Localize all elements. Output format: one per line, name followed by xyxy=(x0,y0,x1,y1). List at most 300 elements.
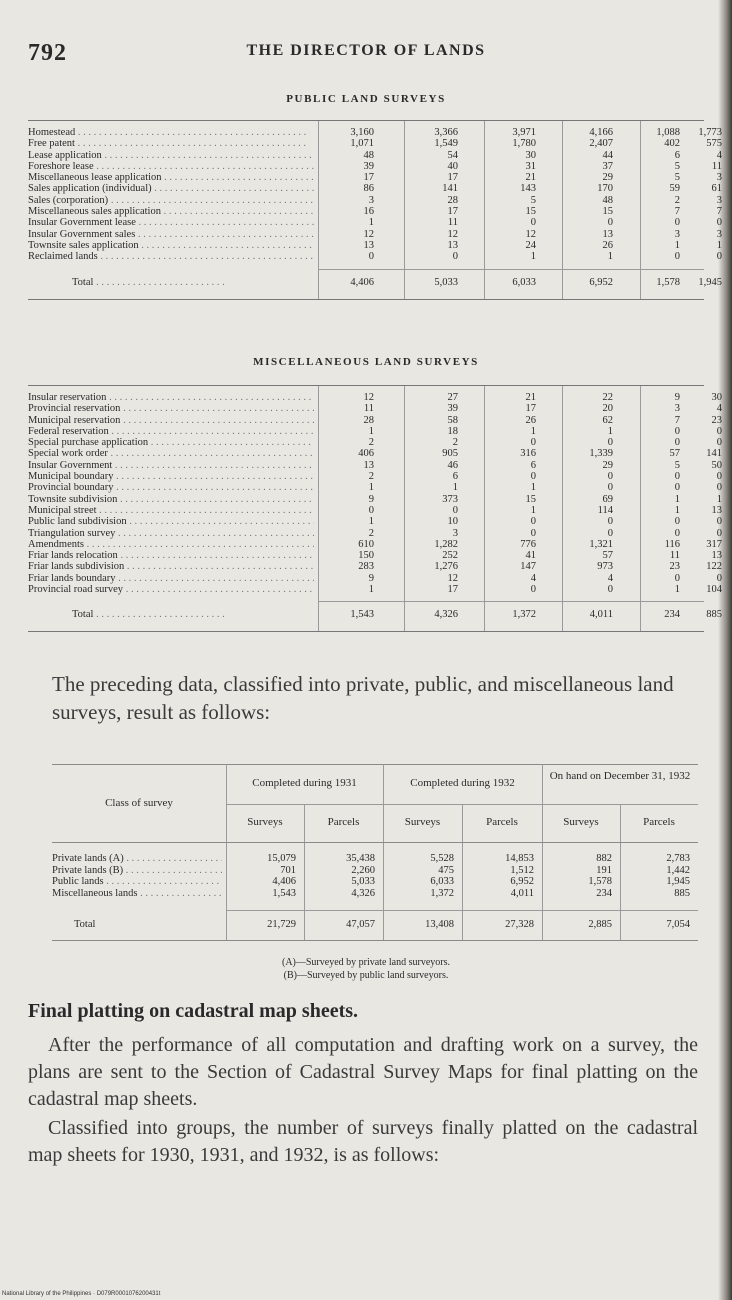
table-cell: 17 xyxy=(447,584,458,596)
paragraph-platting-process: After the performance of all computation and drafting work on a survey, the plans are sent to the Section of Cadastral Survey Maps for final platting on the cadastral map sheets. xyxy=(28,1034,698,1110)
summary-total-cell: 27,328 xyxy=(505,919,534,930)
table-cell: 9 xyxy=(674,392,680,403)
row-label: Homestead . . . xyxy=(28,127,314,138)
column-divider xyxy=(562,386,563,631)
table-cell: 0 xyxy=(716,572,722,584)
total-label: Total . . . xyxy=(72,609,225,620)
summary-total-cell: 47,057 xyxy=(346,919,375,930)
table-cell: 0 xyxy=(530,584,536,596)
summary-row-label: Public lands . . . xyxy=(52,876,222,887)
section-heading: Final platting on cadastral map sheets. xyxy=(28,1000,359,1022)
table-cell: 46 xyxy=(447,459,458,471)
table-cell: 0 xyxy=(368,251,374,263)
table-cell: 0 xyxy=(607,437,613,449)
table-cell: 402 xyxy=(664,138,680,150)
table-cell: 114 xyxy=(597,504,613,516)
table-cell: 23 xyxy=(669,561,680,573)
table-cell: 5 xyxy=(674,459,680,471)
table-cell: 17 xyxy=(525,403,536,415)
table-cell: 26 xyxy=(602,239,613,251)
group-header-1932: Completed during 1932 xyxy=(410,777,515,789)
table-cell: 26 xyxy=(525,414,536,426)
table-cell: 13 xyxy=(363,239,374,251)
table-cell: 1 xyxy=(674,493,680,505)
table-cell: 17 xyxy=(447,172,458,184)
table-cell: 776 xyxy=(520,538,536,550)
table-cell: 0 xyxy=(674,425,680,437)
table-cell: 0 xyxy=(716,527,722,539)
table-cell: 86 xyxy=(363,183,374,195)
row-label: Friar lands boundary . . . xyxy=(28,573,314,584)
table-cell: 170 xyxy=(597,183,613,195)
summary-cell: 15,079 xyxy=(267,853,296,864)
table-cell: 147 xyxy=(520,561,536,573)
summary-cell: 1,578 xyxy=(588,876,612,887)
note-a: (A)—Surveyed by private land surveyors. xyxy=(281,957,450,968)
table-cell: 3 xyxy=(716,194,722,206)
summary-cell: 6,952 xyxy=(510,876,534,887)
total-cell: 4,326 xyxy=(434,609,458,621)
table-cell: 141 xyxy=(706,448,722,460)
value-column xyxy=(589,392,613,595)
table-cell: 0 xyxy=(674,471,680,483)
value-column xyxy=(698,127,722,263)
table-cell: 1,321 xyxy=(589,538,613,550)
row-label: Insular Government . . . xyxy=(28,460,314,471)
column-divider xyxy=(640,386,641,631)
table-cell: 13 xyxy=(602,228,613,240)
table-cell: 1,276 xyxy=(434,561,458,573)
column-divider xyxy=(318,386,319,631)
table-cell: 40 xyxy=(447,160,458,172)
total-label: Total . . . xyxy=(72,277,225,288)
table-cell: 61 xyxy=(711,183,722,195)
table-cell: 12 xyxy=(363,392,374,403)
table-cell: 1,282 xyxy=(434,538,458,550)
table-cell: 0 xyxy=(607,516,613,528)
table-cell: 150 xyxy=(358,550,374,562)
misc-table-title: MISCELLANEOUS LAND SURVEYS xyxy=(253,356,479,368)
table-cell: 1 xyxy=(368,425,374,437)
table-cell: 13 xyxy=(363,459,374,471)
row-label: Federal reservation . . . xyxy=(28,426,314,437)
summary-cell: 191 xyxy=(596,864,612,876)
table-cell: 0 xyxy=(716,251,722,263)
column-divider xyxy=(640,121,641,299)
table-cell: 54 xyxy=(447,149,458,161)
page-number: 792 xyxy=(28,40,67,66)
row-label: Provincial boundary . . . xyxy=(28,482,314,493)
column-divider xyxy=(562,121,563,299)
table-cell: 4 xyxy=(530,572,536,584)
sub-header: Parcels xyxy=(643,816,675,828)
summary-cell: 2,783 xyxy=(666,853,690,864)
row-label: Foreshore lease . . . xyxy=(28,161,314,172)
table-cell: 0 xyxy=(716,471,722,483)
table-cell: 11 xyxy=(447,217,458,229)
table-cell: 0 xyxy=(674,482,680,494)
table-cell: 4 xyxy=(716,149,722,161)
row-label: Municipal street . . . xyxy=(28,505,314,516)
table-cell: 3 xyxy=(716,172,722,184)
table-cell: 28 xyxy=(447,194,458,206)
summary-cell: 475 xyxy=(438,864,454,876)
total-cell: 1,372 xyxy=(512,609,536,621)
table-cell: 6 xyxy=(530,459,536,471)
table-cell: 283 xyxy=(358,561,374,573)
table-cell: 3 xyxy=(368,194,374,206)
table-cell: 6 xyxy=(674,149,680,161)
table-cell: 69 xyxy=(602,493,613,505)
total-cell: 1,945 xyxy=(698,276,722,288)
summary-cell: 234 xyxy=(596,887,612,899)
table-cell: 48 xyxy=(363,149,374,161)
table-cell: 0 xyxy=(674,527,680,539)
table-cell: 62 xyxy=(602,414,613,426)
row-label: Insular Government sales . . . xyxy=(28,229,314,240)
table-cell: 1 xyxy=(368,217,374,229)
table-cell: 13 xyxy=(447,239,458,251)
table-cell: 12 xyxy=(447,228,458,240)
summary-cell: 1,543 xyxy=(272,887,296,899)
paragraph-platting-groups: Classified into groups, the number of surveys finally platted on the cadastral map sheets for 1930, 1931, and 1932, is as follows: xyxy=(28,1117,698,1166)
table-cell: 0 xyxy=(607,217,613,229)
table-cell: 0 xyxy=(674,572,680,584)
table-cell: 1,780 xyxy=(512,138,536,150)
table-cell: 1 xyxy=(368,516,374,528)
table-cell: 0 xyxy=(452,504,458,516)
table-cell: 0 xyxy=(716,482,722,494)
row-label: Insular Government lease . . . xyxy=(28,217,314,228)
table-cell: 2 xyxy=(368,437,374,449)
summary-cell: 882 xyxy=(596,853,612,864)
summary-cell: 5,528 xyxy=(430,853,454,864)
table-cell: 0 xyxy=(674,437,680,449)
running-head: THE DIRECTOR OF LANDS xyxy=(246,42,486,59)
row-label: Public land subdivision . . . xyxy=(28,516,314,527)
table-cell: 104 xyxy=(706,584,722,596)
total-cell: 1,543 xyxy=(350,609,374,621)
total-cell: 5,033 xyxy=(434,276,458,288)
table-cell: 10 xyxy=(447,516,458,528)
table-cell: 4,166 xyxy=(589,127,613,138)
value-column xyxy=(434,392,458,595)
table-cell: 12 xyxy=(447,572,458,584)
scan-footer: National Library of the Philippines · D079R0001076200431t xyxy=(2,1291,161,1297)
table-cell: 39 xyxy=(447,403,458,415)
table-cell: 3 xyxy=(452,527,458,539)
table-cell: 0 xyxy=(674,217,680,229)
table-cell: 30 xyxy=(711,392,722,403)
summary-cell: 4,406 xyxy=(272,876,296,887)
table-cell: 13 xyxy=(711,504,722,516)
table-cell: 2 xyxy=(368,527,374,539)
table-cell: 2,407 xyxy=(589,138,613,150)
table-cell: 27 xyxy=(447,392,458,403)
table-cell: 905 xyxy=(442,448,458,460)
summary-row-label: Private lands (A) . . . xyxy=(52,853,222,864)
total-cell: 4,011 xyxy=(589,609,613,621)
value-column xyxy=(358,392,374,595)
summary-cell: 2,260 xyxy=(351,864,375,876)
row-label: Provincial reservation . . . xyxy=(28,403,314,414)
table-cell: 0 xyxy=(530,471,536,483)
total-cell: 234 xyxy=(664,609,680,621)
table-cell: 12 xyxy=(363,228,374,240)
row-label: Insular reservation . . . xyxy=(28,392,314,403)
table-cell: 17 xyxy=(363,172,374,184)
table-cell: 122 xyxy=(706,561,722,573)
table-cell: 116 xyxy=(664,538,680,550)
table-cell: 11 xyxy=(711,160,722,172)
column-divider xyxy=(318,121,319,299)
row-label: Free patent . . . xyxy=(28,138,314,149)
table-cell: 406 xyxy=(358,448,374,460)
table-cell: 16 xyxy=(363,206,374,218)
table-cell: 1 xyxy=(607,425,613,437)
table-cell: 5 xyxy=(674,160,680,172)
total-cell: 885 xyxy=(706,609,722,621)
value-column xyxy=(350,127,374,263)
table-cell: 37 xyxy=(602,160,613,172)
table-cell: 2 xyxy=(674,194,680,206)
row-label: Townsite subdivision . . . xyxy=(28,494,314,505)
column-divider xyxy=(484,386,485,631)
table-cell: 29 xyxy=(602,172,613,184)
table-cell: 0 xyxy=(530,217,536,229)
row-label: Triangulation survey . . . xyxy=(28,528,314,539)
value-column xyxy=(589,127,613,263)
table-cell: 373 xyxy=(442,493,458,505)
summary-total-cell: 13,408 xyxy=(425,919,454,930)
table-cell: 29 xyxy=(602,459,613,471)
table-cell: 23 xyxy=(711,414,722,426)
summary-cell: 6,033 xyxy=(430,876,454,887)
table-cell: 11 xyxy=(669,550,680,562)
summary-total-cell: 2,885 xyxy=(588,919,612,930)
table-cell: 1 xyxy=(607,251,613,263)
value-column xyxy=(706,392,722,595)
table-cell: 50 xyxy=(711,459,722,471)
table-cell: 0 xyxy=(368,504,374,516)
table-cell: 4 xyxy=(716,403,722,415)
intro-paragraph: The preceding data, classified into private, public, and miscellaneous land surveys, result as follows: xyxy=(52,672,674,724)
summary-total-cell: 7,054 xyxy=(666,919,690,930)
table-cell: 1 xyxy=(674,239,680,251)
sub-header: Parcels xyxy=(486,816,518,828)
table-cell: 21 xyxy=(525,392,536,403)
sub-header: Surveys xyxy=(563,816,599,828)
table-cell: 1 xyxy=(530,504,536,516)
table-cell: 0 xyxy=(674,516,680,528)
table-cell: 1 xyxy=(716,239,722,251)
table-cell: 5 xyxy=(674,172,680,184)
table-cell: 0 xyxy=(607,471,613,483)
table-cell: 5 xyxy=(530,194,536,206)
sub-header: Surveys xyxy=(247,816,283,828)
value-column xyxy=(665,392,680,595)
value-column xyxy=(512,127,536,263)
table-cell: 21 xyxy=(525,172,536,184)
table-cell: 48 xyxy=(602,194,613,206)
row-labels xyxy=(28,392,314,595)
table-cell: 15 xyxy=(602,206,613,218)
row-label: Sales application (individual) . . . xyxy=(28,183,314,194)
table-cell: 3,366 xyxy=(434,127,458,138)
row-label: Amendments . . . xyxy=(28,539,314,550)
table-cell: 0 xyxy=(607,482,613,494)
table-cell: 13 xyxy=(711,550,722,562)
row-label: Municipal reservation . . . xyxy=(28,415,314,426)
table-cell: 1 xyxy=(368,584,374,596)
row-label: Special purchase application . . . xyxy=(28,437,314,448)
table-cell: 39 xyxy=(363,160,374,172)
sub-header: Surveys xyxy=(404,816,441,828)
table-cell: 6 xyxy=(452,471,458,483)
table-cell: 0 xyxy=(716,437,722,449)
table-cell: 0 xyxy=(716,425,722,437)
table-cell: 0 xyxy=(452,251,458,263)
summary-cell: 701 xyxy=(280,864,296,876)
table-cell: 1,088 xyxy=(656,127,680,138)
table-cell: 1 xyxy=(530,251,536,263)
summary-cell: 1,945 xyxy=(666,876,690,887)
row-label: Reclaimed lands . . . xyxy=(28,251,314,262)
group-header-on-hand: On hand on December 31, 1932 xyxy=(549,770,691,782)
group-header-1931: Completed during 1931 xyxy=(252,777,357,789)
row-label: Friar lands subdivision . . . xyxy=(28,561,314,572)
table-cell: 0 xyxy=(607,584,613,596)
table-cell: 20 xyxy=(602,403,613,415)
table-cell: 30 xyxy=(525,149,536,161)
public-table-title: PUBLIC LAND SURVEYS xyxy=(286,93,446,105)
table-cell: 316 xyxy=(520,448,536,460)
summary-row-label: Private lands (B) . . . xyxy=(52,865,222,876)
summary-cell: 14,853 xyxy=(505,853,534,864)
table-cell: 2 xyxy=(368,471,374,483)
table-cell: 0 xyxy=(716,516,722,528)
table-cell: 57 xyxy=(669,448,680,460)
table-cell: 317 xyxy=(706,538,722,550)
row-label: Friar lands relocation . . . xyxy=(28,550,314,561)
summary-cell: 4,326 xyxy=(351,887,375,899)
table-cell: 9 xyxy=(368,572,374,584)
row-labels xyxy=(28,127,314,263)
column-divider xyxy=(484,121,485,299)
column-divider xyxy=(404,386,405,631)
table-cell: 17 xyxy=(447,206,458,218)
table-cell: 1 xyxy=(530,425,536,437)
table-cell: 1,549 xyxy=(434,138,458,150)
table-cell: 22 xyxy=(602,392,613,403)
table-cell: 3 xyxy=(674,403,680,415)
row-label: Sales (corporation) . . . xyxy=(28,195,314,206)
table-cell: 44 xyxy=(602,149,613,161)
table-cell: 575 xyxy=(706,138,722,150)
row-label: Special work order . . . xyxy=(28,448,314,459)
table-cell: 1 xyxy=(674,584,680,596)
class-header: Class of survey xyxy=(105,797,173,809)
column-divider xyxy=(404,121,405,299)
table-cell: 1 xyxy=(674,504,680,516)
table-cell: 973 xyxy=(597,561,613,573)
table-cell: 1 xyxy=(452,482,458,494)
table-cell: 0 xyxy=(607,527,613,539)
row-label: Municipal boundary . . . xyxy=(28,471,314,482)
table-cell: 1 xyxy=(530,482,536,494)
summary-total-cell: 21,729 xyxy=(267,919,296,930)
table-cell: 3 xyxy=(716,228,722,240)
table-cell: 58 xyxy=(447,414,458,426)
table-cell: 1 xyxy=(368,482,374,494)
value-column xyxy=(520,392,536,595)
table-cell: 1 xyxy=(716,493,722,505)
table-cell: 0 xyxy=(716,217,722,229)
table-cell: 0 xyxy=(674,251,680,263)
table-cell: 1,339 xyxy=(589,448,613,460)
table-cell: 18 xyxy=(447,425,458,437)
value-column xyxy=(434,127,458,263)
summary-row-label: Miscellaneous lands . . . xyxy=(52,888,222,899)
table-cell: 7 xyxy=(674,414,680,426)
table-cell: 0 xyxy=(530,437,536,449)
table-cell: 24 xyxy=(525,239,536,251)
table-cell: 9 xyxy=(368,493,374,505)
table-cell: 41 xyxy=(525,550,536,562)
table-cell: 252 xyxy=(442,550,458,562)
table-cell: 4 xyxy=(607,572,613,584)
total-cell: 1,578 xyxy=(656,276,680,288)
table-cell: 7 xyxy=(716,206,722,218)
table-cell: 12 xyxy=(525,228,536,240)
row-label: Lease application . . . xyxy=(28,150,314,161)
table-cell: 0 xyxy=(530,516,536,528)
summary-cell: 1,442 xyxy=(666,864,690,876)
summary-cell: 885 xyxy=(674,887,690,899)
table-cell: 1,773 xyxy=(698,127,722,138)
summary-total-label: Total xyxy=(74,919,96,930)
total-cell: 4,406 xyxy=(350,276,374,288)
row-label: Townsite sales application . . . xyxy=(28,240,314,251)
summary-cell: 1,372 xyxy=(430,887,454,899)
sub-header: Parcels xyxy=(327,816,360,828)
table-cell: 15 xyxy=(525,493,536,505)
value-column xyxy=(656,127,680,263)
table-cell: 11 xyxy=(363,403,374,415)
table-cell: 3,160 xyxy=(350,127,374,138)
table-cell: 3 xyxy=(674,228,680,240)
misc-land-surveys-table xyxy=(28,385,722,637)
table-cell: 3,971 xyxy=(512,127,536,138)
table-cell: 141 xyxy=(442,183,458,195)
table-cell: 57 xyxy=(602,550,613,562)
public-land-surveys-table xyxy=(28,120,722,305)
row-label: Provincial road survey . . . xyxy=(28,584,314,595)
summary-cell: 35,438 xyxy=(346,853,375,864)
note-b: (B)—Surveyed by public land surveyors. xyxy=(283,970,449,981)
summary-cell: 1,512 xyxy=(510,864,534,876)
table-cell: 59 xyxy=(669,183,680,195)
table-cell: 31 xyxy=(525,160,536,172)
total-cell: 6,952 xyxy=(589,276,613,288)
row-label: Miscellaneous sales application . . . xyxy=(28,206,314,217)
table-cell: 7 xyxy=(674,206,680,218)
table-cell: 28 xyxy=(363,414,374,426)
table-cell: 1,071 xyxy=(350,138,374,150)
table-cell: 15 xyxy=(525,206,536,218)
summary-cell: 5,033 xyxy=(351,876,375,887)
summary-cell: 4,011 xyxy=(510,887,534,899)
